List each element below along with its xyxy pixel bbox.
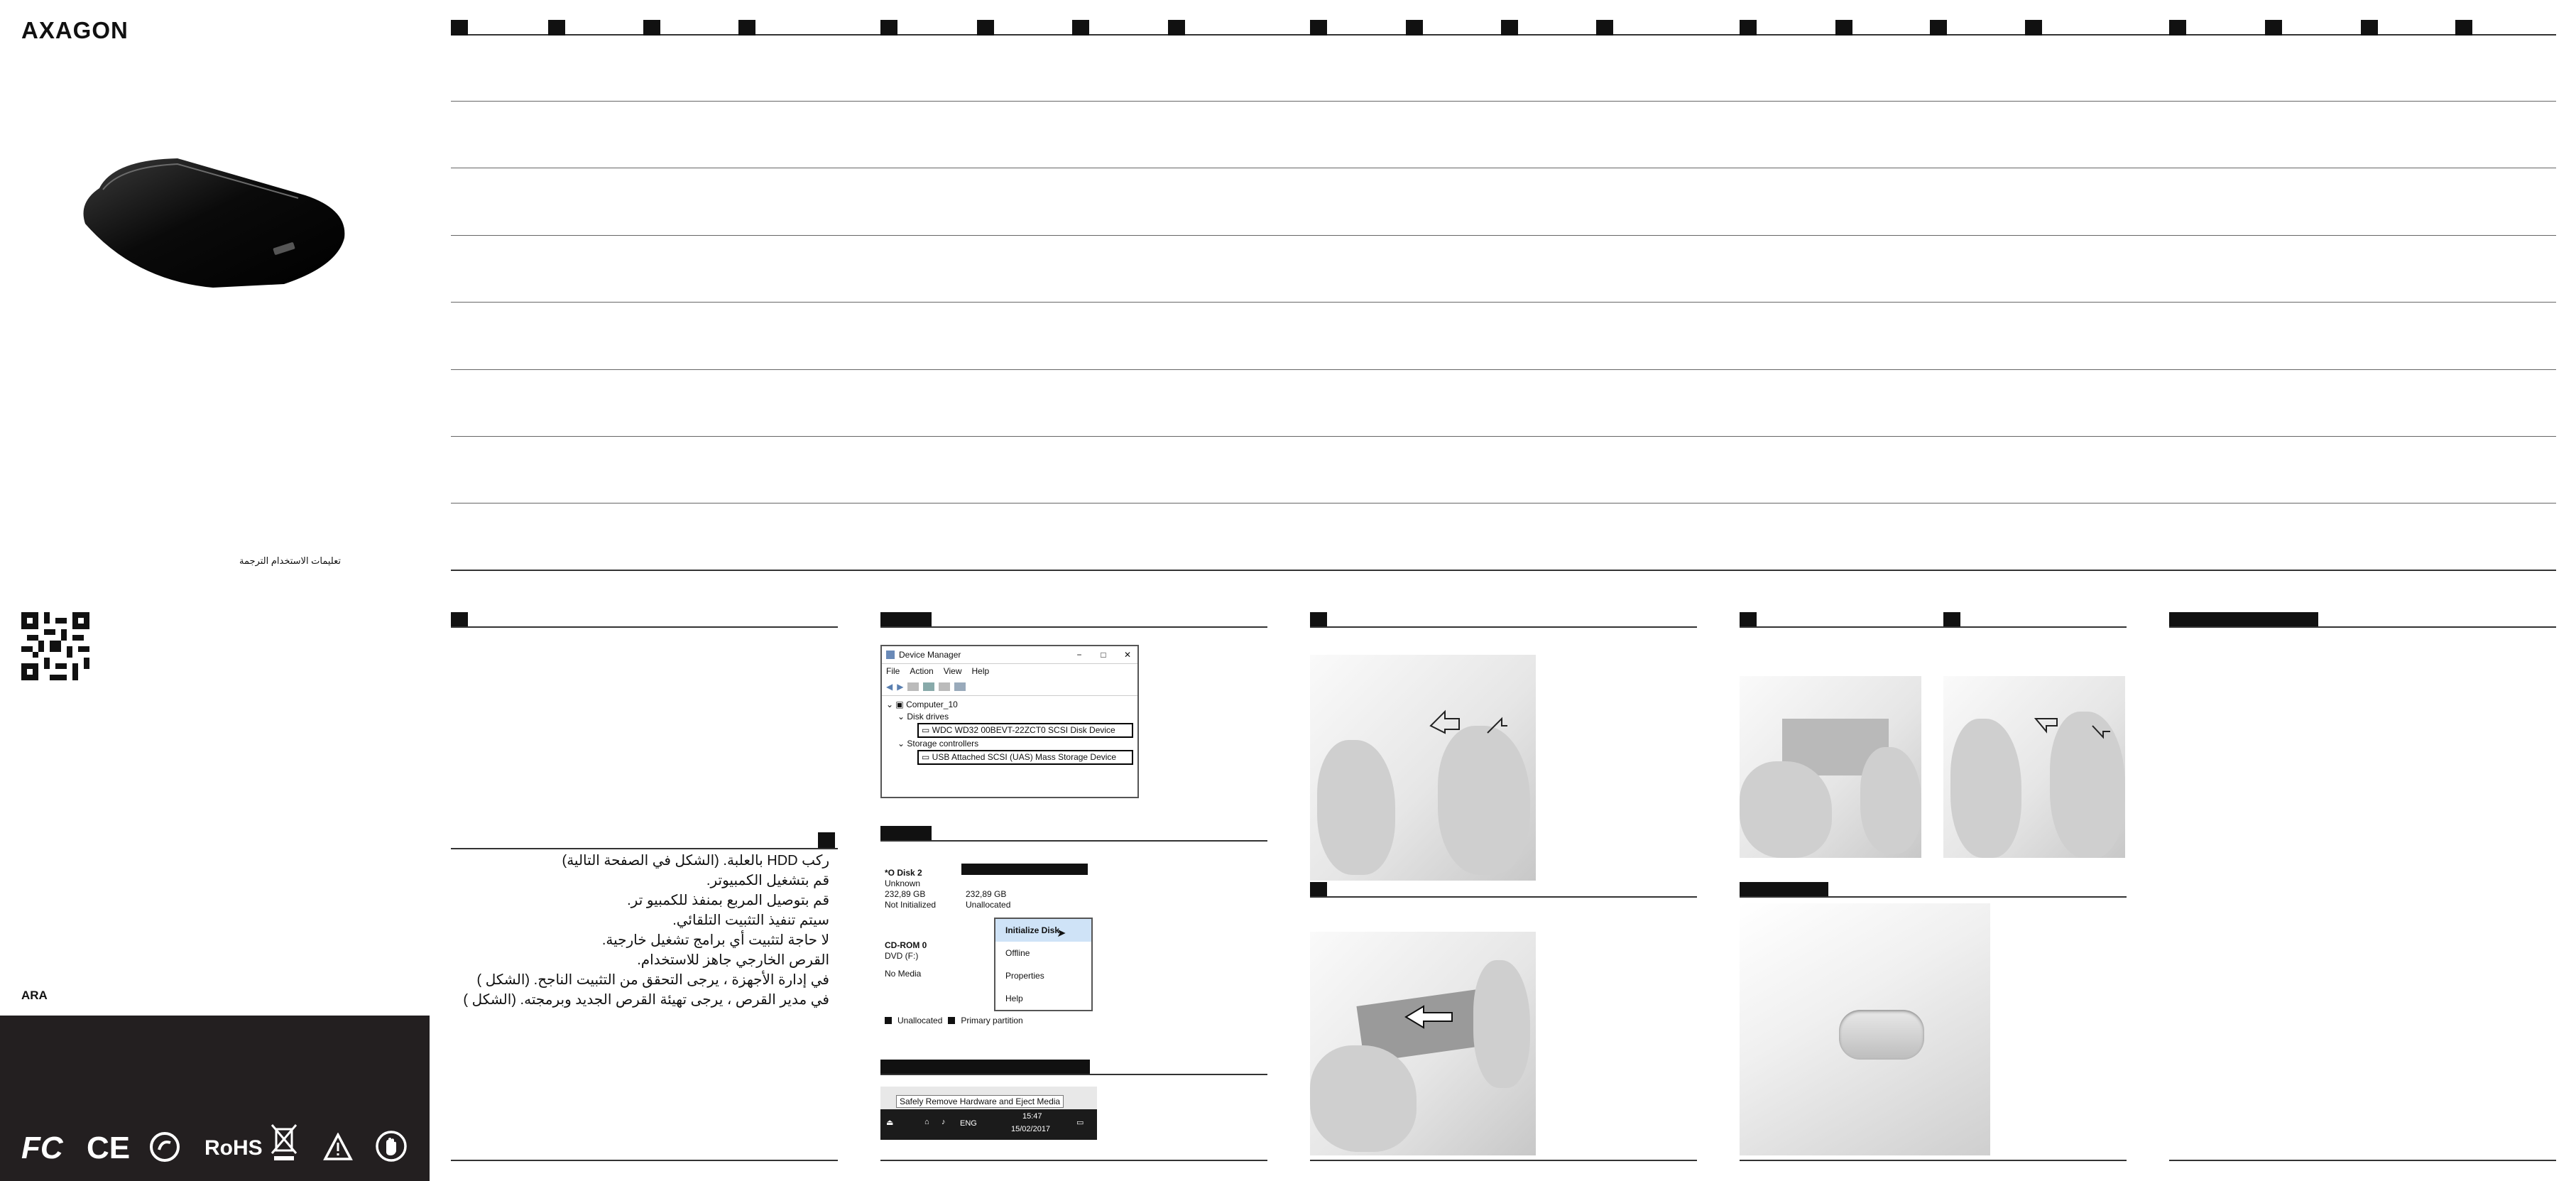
device-manager-window bbox=[880, 645, 1139, 798]
disk-info bbox=[885, 868, 936, 910]
fcc-mark: FC bbox=[21, 1131, 63, 1165]
instruction-list bbox=[454, 851, 829, 1010]
context-menu bbox=[994, 918, 1093, 1011]
warning-icon bbox=[323, 1133, 353, 1161]
instruction-step: في إدارة الأجهزة ، يرجى التحقق من التثبيت الناجح. (الشكل ) bbox=[476, 972, 829, 988]
toolbar-icon[interactable] bbox=[939, 682, 950, 691]
disk-size: 232,89 GB bbox=[885, 889, 926, 899]
taskbar-screenshot bbox=[880, 1087, 1097, 1140]
cdrom-info bbox=[885, 940, 927, 979]
weee-bin-icon bbox=[270, 1122, 298, 1162]
section-rule bbox=[451, 848, 838, 849]
menu-bar bbox=[882, 664, 1137, 678]
instruction-step: ركب HDD بالعلبة. (الشكل في الصفحة التالية) bbox=[562, 853, 829, 869]
section-marker-disk-manager bbox=[880, 826, 932, 842]
menu-item-initialize-disk[interactable]: Initialize Disk bbox=[995, 919, 1091, 942]
disk-manager-screenshot bbox=[880, 861, 1090, 1031]
instruction-step: قم بتوصيل المربع بمنفذ للكمبيو تر. bbox=[627, 893, 829, 908]
menu-action[interactable]: Action bbox=[910, 666, 934, 676]
menu-item-help[interactable]: Help bbox=[1005, 994, 1023, 1003]
language-indicator[interactable]: ENG bbox=[960, 1119, 977, 1128]
slide-down-arrow-icon bbox=[2029, 712, 2114, 740]
hand-protection-icon bbox=[375, 1130, 408, 1163]
section-rule bbox=[1740, 626, 2127, 628]
section-marker-open bbox=[1310, 612, 1327, 628]
section-marker-insert bbox=[1310, 882, 1327, 898]
tree-node-computer[interactable]: ⌄ ▣ Computer_10 bbox=[886, 700, 958, 709]
section-rule bbox=[880, 1074, 1267, 1075]
computer-icon: ▣ bbox=[895, 700, 904, 709]
section-marker-device-manager bbox=[880, 612, 932, 628]
disk-init-status: Not Initialized bbox=[885, 900, 937, 910]
section-rule bbox=[1740, 896, 2127, 898]
section-rule bbox=[451, 626, 838, 628]
toolbar-icon[interactable] bbox=[954, 682, 966, 691]
disk-status: Unknown bbox=[885, 878, 921, 888]
partition-info[interactable]: 232,89 GB Unallocated bbox=[966, 889, 1011, 910]
section-rule bbox=[880, 626, 1267, 628]
partition-legend: Unallocated Primary partition bbox=[885, 1016, 1023, 1025]
insert-arrow-icon bbox=[1402, 1003, 1459, 1031]
recycling-icon bbox=[149, 1131, 180, 1163]
section-marker-eject bbox=[880, 1060, 1090, 1075]
cdrom-drive: DVD (F:) bbox=[885, 951, 919, 961]
partition-header-bar bbox=[961, 864, 1088, 875]
forward-arrow-icon[interactable]: ▶ bbox=[897, 682, 904, 692]
photo-close-enclosure bbox=[1740, 676, 1921, 858]
usb-eject-icon[interactable]: ⏏ bbox=[886, 1119, 894, 1127]
clock-time[interactable]: 15:47 bbox=[1022, 1112, 1042, 1121]
device-manager-titlebar bbox=[882, 646, 1137, 664]
cursor-icon: ➤ bbox=[1057, 927, 1066, 940]
slide-arrow-icon bbox=[1424, 697, 1509, 740]
instruction-step: قم بتشغيل الكمبيوتر. bbox=[706, 873, 829, 888]
menu-view[interactable]: View bbox=[943, 666, 962, 676]
section-marker-button bbox=[1740, 882, 1828, 898]
tree-node-storage[interactable]: ⌄ Storage controllers bbox=[897, 739, 979, 749]
minimize-button[interactable]: − bbox=[1076, 650, 1082, 660]
photo-slide-cover bbox=[1943, 676, 2125, 858]
section-marker-close bbox=[1740, 612, 1757, 628]
section-rule bbox=[1310, 896, 1697, 898]
rohs-mark: RoHS bbox=[204, 1136, 263, 1160]
device-tree bbox=[882, 696, 1137, 768]
section-rule bbox=[2169, 626, 2556, 628]
section-marker-notes bbox=[2169, 612, 2318, 628]
column-bottom-rule bbox=[880, 1160, 1267, 1161]
maximize-button[interactable]: □ bbox=[1101, 650, 1106, 660]
column-bottom-rule bbox=[451, 1160, 838, 1161]
legend-swatch bbox=[948, 1017, 955, 1024]
disk-label: *O Disk 2 bbox=[885, 868, 922, 878]
network-icon[interactable]: ⌂ bbox=[924, 1118, 929, 1126]
cdrom-media: No Media bbox=[885, 969, 922, 979]
toolbar bbox=[882, 678, 1137, 696]
tooltip: Safely Remove Hardware and Eject Media bbox=[896, 1095, 1064, 1108]
qr-code bbox=[21, 612, 89, 680]
tree-node-disk-drives[interactable]: ⌄ Disk drives bbox=[897, 712, 949, 722]
instruction-step: لا حاجة لتثبيت أي برامج تشغيل خارجية. bbox=[601, 932, 829, 948]
photo-insert-drive bbox=[1310, 932, 1536, 1155]
notification-icon[interactable]: ▭ bbox=[1076, 1119, 1084, 1127]
column-bottom-rule bbox=[2169, 1160, 2556, 1161]
button-closeup bbox=[1839, 1010, 1924, 1060]
brand-logo: AXAGON bbox=[21, 17, 129, 43]
section-marker-instructions bbox=[451, 612, 468, 628]
tree-node-storage-item[interactable]: ▭ USB Attached SCSI (UAS) Mass Storage Device bbox=[917, 750, 1133, 765]
menu-file[interactable]: File bbox=[886, 666, 900, 676]
toolbar-icon[interactable] bbox=[907, 682, 919, 691]
device-manager-icon bbox=[886, 651, 895, 659]
cover-subtitle: تعليمات الاستخدام الترجمة bbox=[239, 555, 341, 566]
section-rule bbox=[880, 840, 1267, 842]
photo-backup-button bbox=[1740, 903, 1990, 1155]
section-marker-close-2 bbox=[1943, 612, 1960, 628]
menu-item-properties[interactable]: Properties bbox=[1005, 971, 1044, 981]
window-title: Device Manager bbox=[899, 650, 961, 660]
tree-node-disk-item[interactable]: ▭ WDC WD32 00BEVT-22ZCT0 SCSI Disk Device bbox=[917, 723, 1133, 738]
section-rule bbox=[1310, 626, 1697, 628]
instruction-step: سيتم تنفيذ التثبيت التلقائي. bbox=[672, 913, 829, 928]
taskbar bbox=[880, 1109, 1097, 1140]
ce-mark: CE bbox=[87, 1131, 131, 1165]
product-image bbox=[71, 146, 355, 291]
photo-open-enclosure bbox=[1310, 655, 1536, 881]
back-arrow-icon[interactable]: ◀ bbox=[886, 682, 893, 692]
menu-help[interactable]: Help bbox=[971, 666, 990, 676]
clock-date[interactable]: 15/02/2017 bbox=[1011, 1125, 1051, 1133]
close-button[interactable]: ✕ bbox=[1123, 650, 1132, 660]
column-bottom-rule bbox=[1310, 1160, 1697, 1161]
legend-swatch bbox=[885, 1017, 892, 1024]
toolbar-icon[interactable] bbox=[923, 682, 934, 691]
column-bottom-rule bbox=[1740, 1160, 2127, 1161]
language-code: ARA bbox=[21, 989, 48, 1002]
instruction-step: القرص الخارجي جاهز للاستخدام. bbox=[637, 952, 829, 968]
cdrom-label: CD-ROM 0 bbox=[885, 940, 927, 950]
section-marker-arabic bbox=[818, 832, 835, 848]
menu-item-offline[interactable]: Offline bbox=[1005, 948, 1030, 958]
volume-icon[interactable]: ♪ bbox=[942, 1118, 946, 1126]
instruction-step: في مدير القرص ، يرجى تهيئة القرص الجديد وبرمجته. (الشكل ) bbox=[463, 992, 829, 1008]
